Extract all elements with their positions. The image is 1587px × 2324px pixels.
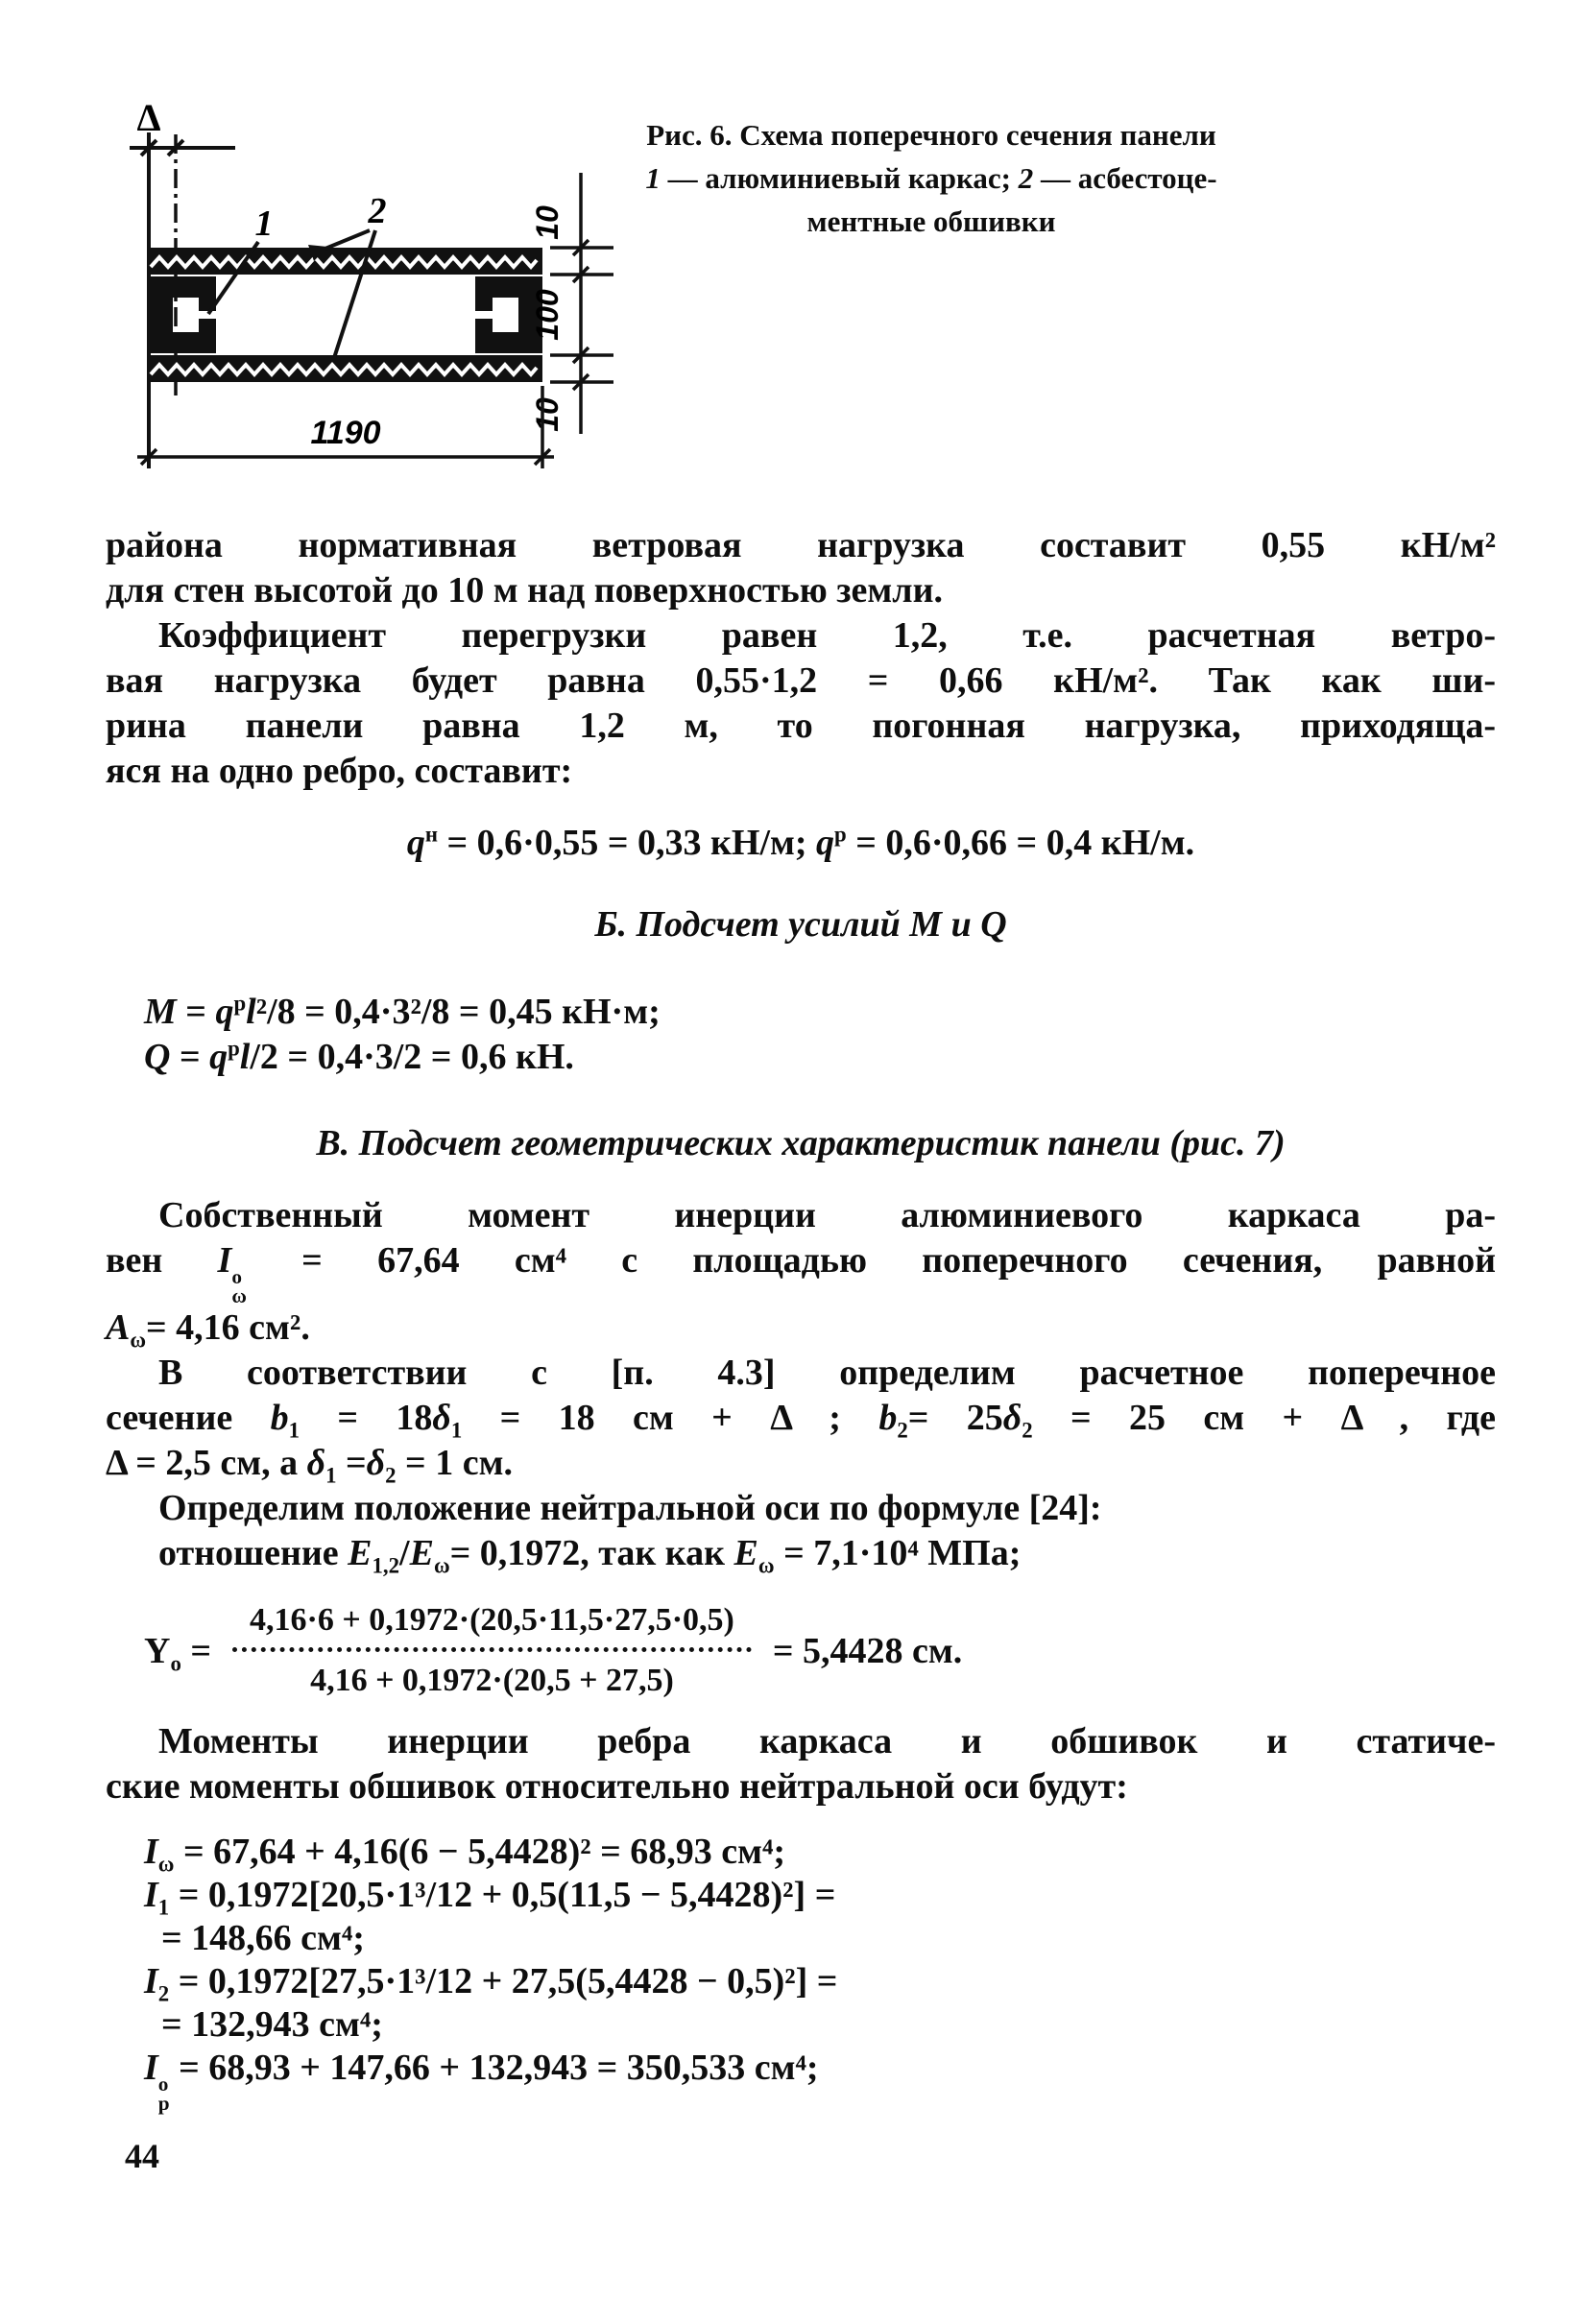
text-line: Коэффициент перегрузки равен 1,2, т.е. расчетная ветро-: [158, 615, 1496, 656]
text-line: вен I о ω = 67,64 см⁴ с площадью поперечного сечения, равной: [106, 1240, 1496, 1307]
paragraph-geometry: [106, 1193, 1496, 1576]
formula-line: = 148,66 см⁴;: [161, 1918, 365, 1959]
fraction-rhs: = 5,4428 см.: [772, 1630, 963, 1671]
formula-line: I о р = 68,93 + 147,66 + 132,943 = 350,533 см⁴;: [144, 2048, 819, 2116]
dim-1190-label: 1190: [310, 415, 381, 451]
fraction: [232, 1599, 752, 1702]
formulas-m-q: [106, 990, 1496, 1080]
formula-line: $I_\omega = 67,64 + 4,16(6 - 5,4428)^2 = 68,93$ см⁴;: [144, 1832, 786, 1877]
figure-caption-line1: Рис. 6. Схема поперечного сечения панели: [646, 118, 1216, 152]
delta-label: Δ: [136, 96, 161, 139]
formula-line: $I_1 = 0,1972[20,5\cdot 1^3/12 + 0,5(11,5 - 5,4428)^2]$ =: [144, 1875, 836, 1920]
left-channel: [149, 276, 216, 353]
fraction-numerator: 4,16·6 + 0,1972·(20,5·11,5·27,5·0,5): [250, 1602, 734, 1639]
figure-caption-line3: ментные обшивки: [806, 204, 1056, 238]
formula-line: $I_2 = 0,1972[27,5\cdot 1^3/12 + 27,5(5,4428 - 0,5)^2]$ =: [144, 1961, 838, 2006]
paragraph-wind-load: [106, 523, 1496, 794]
fraction-denominator: 4,16 + 0,1972·(20,5 + 27,5): [310, 1663, 674, 1699]
paragraph-moments: [106, 1719, 1496, 1809]
text-line: сечение $b_1 = 18\delta_1 = 18$ см + Δ ; $b_2= 25\delta_2 = 25$ см + Δ , где: [106, 1398, 1496, 1443]
formula-q-loads: $q^н = 0,6\cdot 0,55 = 0,33$ кН/м; $q^р = 0,6\cdot 0,66 = 0,4$ кН/м.: [406, 822, 1195, 863]
section-heading-b: Б. Подсчет усилий М и Q: [594, 904, 1007, 945]
text-line: для стен высотой до 10 м над поверхностью земли.: [106, 570, 943, 611]
page-number: 44: [125, 2137, 159, 2175]
text-line: района нормативная ветровая нагрузка составит 0,55 кН/м²: [106, 525, 1496, 565]
part2-label: 2: [368, 191, 387, 231]
fraction-bar: [232, 1647, 752, 1652]
formulas-inertia: [106, 1831, 1496, 2116]
text-line: Определим положение нейтральной оси по формуле [24]:: [158, 1488, 1102, 1529]
dim-100-label: 100: [530, 289, 565, 341]
text-line: рина панели равна 1,2 м, то погонная нагрузка, приходяща-: [106, 706, 1496, 746]
text-line: отношение $E_{1,2}/E_\omega= 0,1972$, так как $E_\omega = 7,1\cdot 10^4$ МПа;: [158, 1533, 1022, 1578]
top-skin: [149, 248, 542, 275]
formula-shear: $Q = q^рl/2 = 0,4\cdot 3/2 = 0,6$ кН.: [144, 1036, 574, 1077]
dim-10-bottom-label: 10: [530, 397, 565, 432]
text-line: вая нагрузка будет равна 0,55·1,2 = 0,66 кН/м². Так как ши-: [106, 660, 1496, 701]
text-line: В соответствии с [п. 4.3] определим расчетное поперечное: [158, 1353, 1496, 1394]
text-line: Моменты инерции ребра каркаса и обшивок и статиче-: [158, 1721, 1496, 1762]
figure-caption: [576, 113, 1286, 243]
fraction-lhs: $Y_о$ =: [144, 1630, 212, 1676]
dim-10-top-label: 10: [530, 205, 565, 240]
body-text: [0, 523, 1587, 2116]
text-line: яся на одно ребро, составит:: [106, 751, 573, 791]
bottom-skin: [149, 355, 542, 382]
text-line: ские моменты обшивок относительно нейтральной оси будут:: [106, 1766, 1128, 1808]
figure-caption-line2: 1 — алюминиевый каркас; 2 — асбестоце-: [645, 161, 1217, 195]
text-line: $A_\omega= 4,16$ см².: [106, 1307, 310, 1353]
section-heading-v: В. Подсчет геометрических характеристик панели (рис. 7): [316, 1123, 1286, 1163]
formula-neutral-axis: [106, 1599, 1496, 1702]
text-line: Собственный момент инерции алюминиевого каркаса ра-: [158, 1195, 1496, 1235]
part1-label: 1: [254, 204, 274, 244]
formula-moment: $M = q^рl^2/8 = 0,4\cdot 3^2/8 = 0,45$ кН·м;: [144, 991, 661, 1032]
text-line: Δ = 2,5 см, а $\delta_1 =\delta_2 = 1$ см.: [106, 1443, 513, 1488]
formula-line: = 132,943 см⁴;: [161, 2004, 383, 2046]
figure-6-area: [0, 0, 1587, 523]
